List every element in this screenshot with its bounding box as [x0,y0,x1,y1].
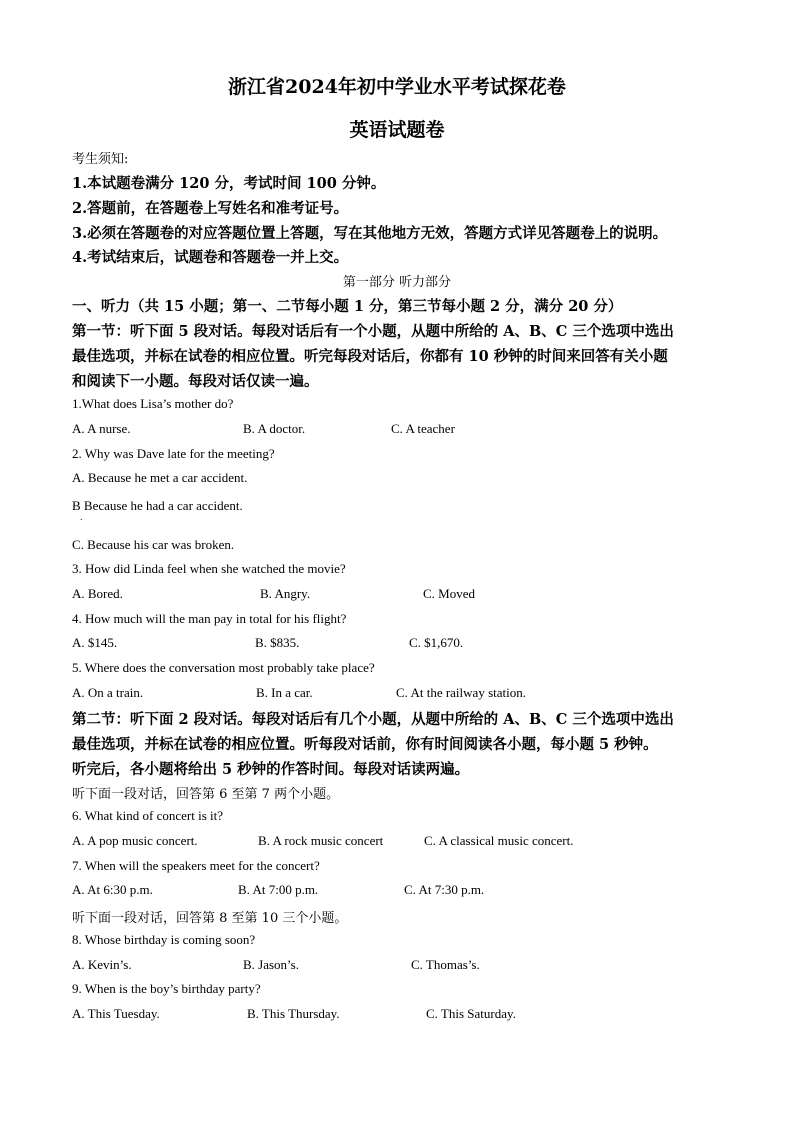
section2-instruction: 听完后，各小题将给出 5 秒钟的作答时间。每段对话读两遍。 [72,761,470,778]
option-b: B. Angry. [260,586,311,601]
option-c: C. A teacher [391,421,455,436]
option-b: B. At 7:00 p.m. [238,882,319,897]
option-c: C. This Saturday. [426,1006,516,1021]
notice-item: 1.本试题卷满分 120 分，考试时间 100 分钟。 [72,175,386,192]
question-text: 9. When is the boy’s birthday party? [72,981,261,996]
option-c: C. Moved [423,586,475,601]
option-b: B. A doctor. [243,421,306,436]
exam-title: 浙江省2024年初中学业水平考试探花卷 [228,76,566,98]
option-a: A. On a train. [72,685,144,700]
question-text: 1.What does Lisa’s mother do? [72,396,234,411]
question-text: 2. Why was Dave late for the meeting? [72,446,275,461]
section-header: 一、听力（共 15 小题；第一、二节每小题 1 分，第三节每小题 2 分，满分 20 分） [72,298,623,315]
option-c: C. At 7:30 p.m. [404,882,485,897]
dialog-note: 听下面一段对话，回答第 8 至第 10 三个小题。 [72,911,348,926]
dialog-note: 听下面一段对话，回答第 6 至第 7 两个小题。 [72,787,340,802]
notice-item: 2.答题前，在答题卷上写姓名和准考证号。 [72,200,349,217]
option-b: B Because he had a car accident. [72,498,243,513]
option-c: C. $1,670. [409,635,464,650]
section1-instruction: 和阅读下一小题。每段对话仅读一遍。 [72,373,319,390]
option-b: B. In a car. [256,685,313,700]
option-a: A. Because he met a car accident. [72,470,248,485]
section2-instruction: 第二节：听下面 2 段对话。每段对话后有几个小题，从题中所给的 A、B、C 三个选项中选出 [72,711,674,728]
question-text: 5. Where does the conversation most probably take place? [72,660,375,675]
option-a: A. This Tuesday. [72,1006,160,1021]
question-text: 8. Whose birthday is coming soon? [72,932,256,947]
section1-instruction: 第一节：听下面 5 段对话。每段对话后有一个小题，从题中所给的 A、B、C 三个选项中选出 [72,323,674,340]
option-b: B. A rock music concert [258,833,384,848]
option-c: C. At the railway station. [396,685,526,700]
option-a: A. $145. [72,635,118,650]
option-c: C. Thomas’s. [411,957,480,972]
option-a: A. A nurse. [72,421,131,436]
part-heading: 第一部分 听力部分 [342,275,452,290]
option-b: B. Jason’s. [243,957,299,972]
option-c: C. A classical music concert. [424,833,574,848]
option-c: C. Because his car was broken. [72,537,235,552]
option-a: A. Kevin’s. [72,957,132,972]
section1-instruction: 最佳选项，并标在试卷的相应位置。听完每段对话后，你都有 10 秒钟的时间来回答有关小题 [72,348,668,365]
question-text: 4. How much will the man pay in total for his flight? [72,611,347,626]
option-a: A. At 6:30 p.m. [72,882,153,897]
option-b: B. This Thursday. [247,1006,340,1021]
notice-heading: 考生须知: [72,152,129,167]
option-a: A. Bored. [72,586,123,601]
exam-subtitle: 英语试题卷 [349,119,445,141]
stray-dot: . [80,513,83,522]
option-b: B. $835. [255,635,300,650]
notice-item: 3.必须在答题卷的对应答题位置上答题，写在其他地方无效，答题方式详见答题卷上的说明。 [72,225,668,242]
option-a: A. A pop music concert. [72,833,198,848]
section2-instruction: 最佳选项，并标在试卷的相应位置。听每段对话前，你有时间阅读各小题，每小题 5 秒钟。 [72,736,658,753]
question-text: 7. When will the speakers meet for the concert? [72,858,320,873]
question-text: 6. What kind of concert is it? [72,808,224,823]
notice-item: 4.考试结束后，试题卷和答题卷一并上交。 [72,249,349,266]
question-text: 3. How did Linda feel when she watched the movie? [72,561,346,576]
